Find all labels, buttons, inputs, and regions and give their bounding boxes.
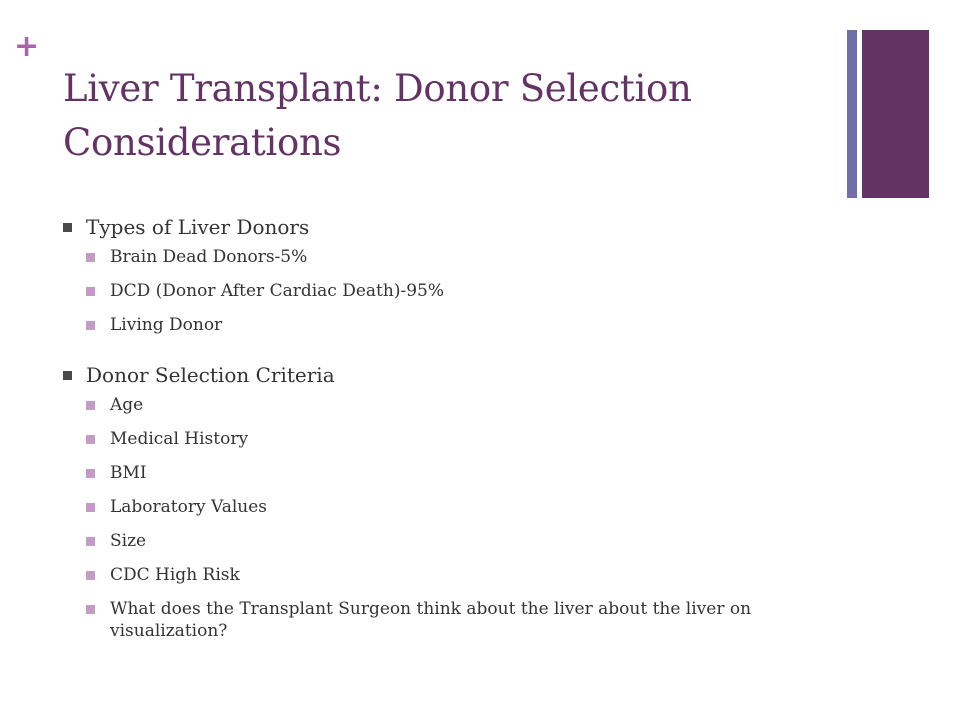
square-bullet-icon [86, 469, 95, 478]
list-item-text: Medical History [110, 429, 249, 449]
square-bullet-icon [86, 503, 95, 512]
square-bullet-icon [86, 537, 95, 546]
list-item-text: DCD (Donor After Cardiac Death)-95% [110, 281, 444, 301]
list-item-text: Brain Dead Donors-5% [110, 247, 308, 267]
list-item [86, 496, 843, 518]
plus-icon: + [14, 29, 40, 64]
list-item [86, 598, 843, 642]
list-item [86, 280, 843, 302]
square-bullet-icon [86, 321, 95, 330]
square-bullet-icon [63, 371, 72, 380]
slide-body [63, 210, 843, 654]
square-bullet-icon [86, 435, 95, 444]
section-donor-types [63, 210, 843, 336]
square-bullet-icon [63, 223, 72, 232]
list-item-text: CDC High Risk [110, 565, 240, 585]
section-selection-criteria [63, 358, 843, 642]
list-item-text: Living Donor [110, 315, 223, 335]
sub-list [86, 246, 843, 336]
list-item [86, 564, 843, 586]
list-item-text: BMI [110, 463, 147, 483]
list-item [86, 314, 843, 336]
list-item-text: Size [110, 531, 147, 551]
list-item-text: Age [110, 395, 144, 415]
list-item [86, 394, 843, 416]
square-bullet-icon [86, 605, 95, 614]
list-item [86, 462, 843, 484]
accent-bar-thin [847, 30, 857, 198]
section-heading: Donor Selection Criteria [86, 363, 335, 387]
sub-list [86, 394, 843, 642]
square-bullet-icon [86, 571, 95, 580]
list-item [86, 530, 843, 552]
square-bullet-icon [86, 287, 95, 296]
square-bullet-icon [86, 401, 95, 410]
list-item-text: What does the Transplant Surgeon think about the liver about the liver on visualization? [110, 599, 752, 641]
list-item-text: Laboratory Values [110, 497, 268, 517]
section-heading: Types of Liver Donors [86, 215, 310, 239]
slide-title: Liver Transplant: Donor Selection Considerations [63, 67, 692, 164]
bullet-list [63, 210, 843, 642]
list-item [86, 428, 843, 450]
list-item [86, 246, 843, 268]
square-bullet-icon [86, 253, 95, 262]
accent-bar-thick [862, 30, 929, 198]
